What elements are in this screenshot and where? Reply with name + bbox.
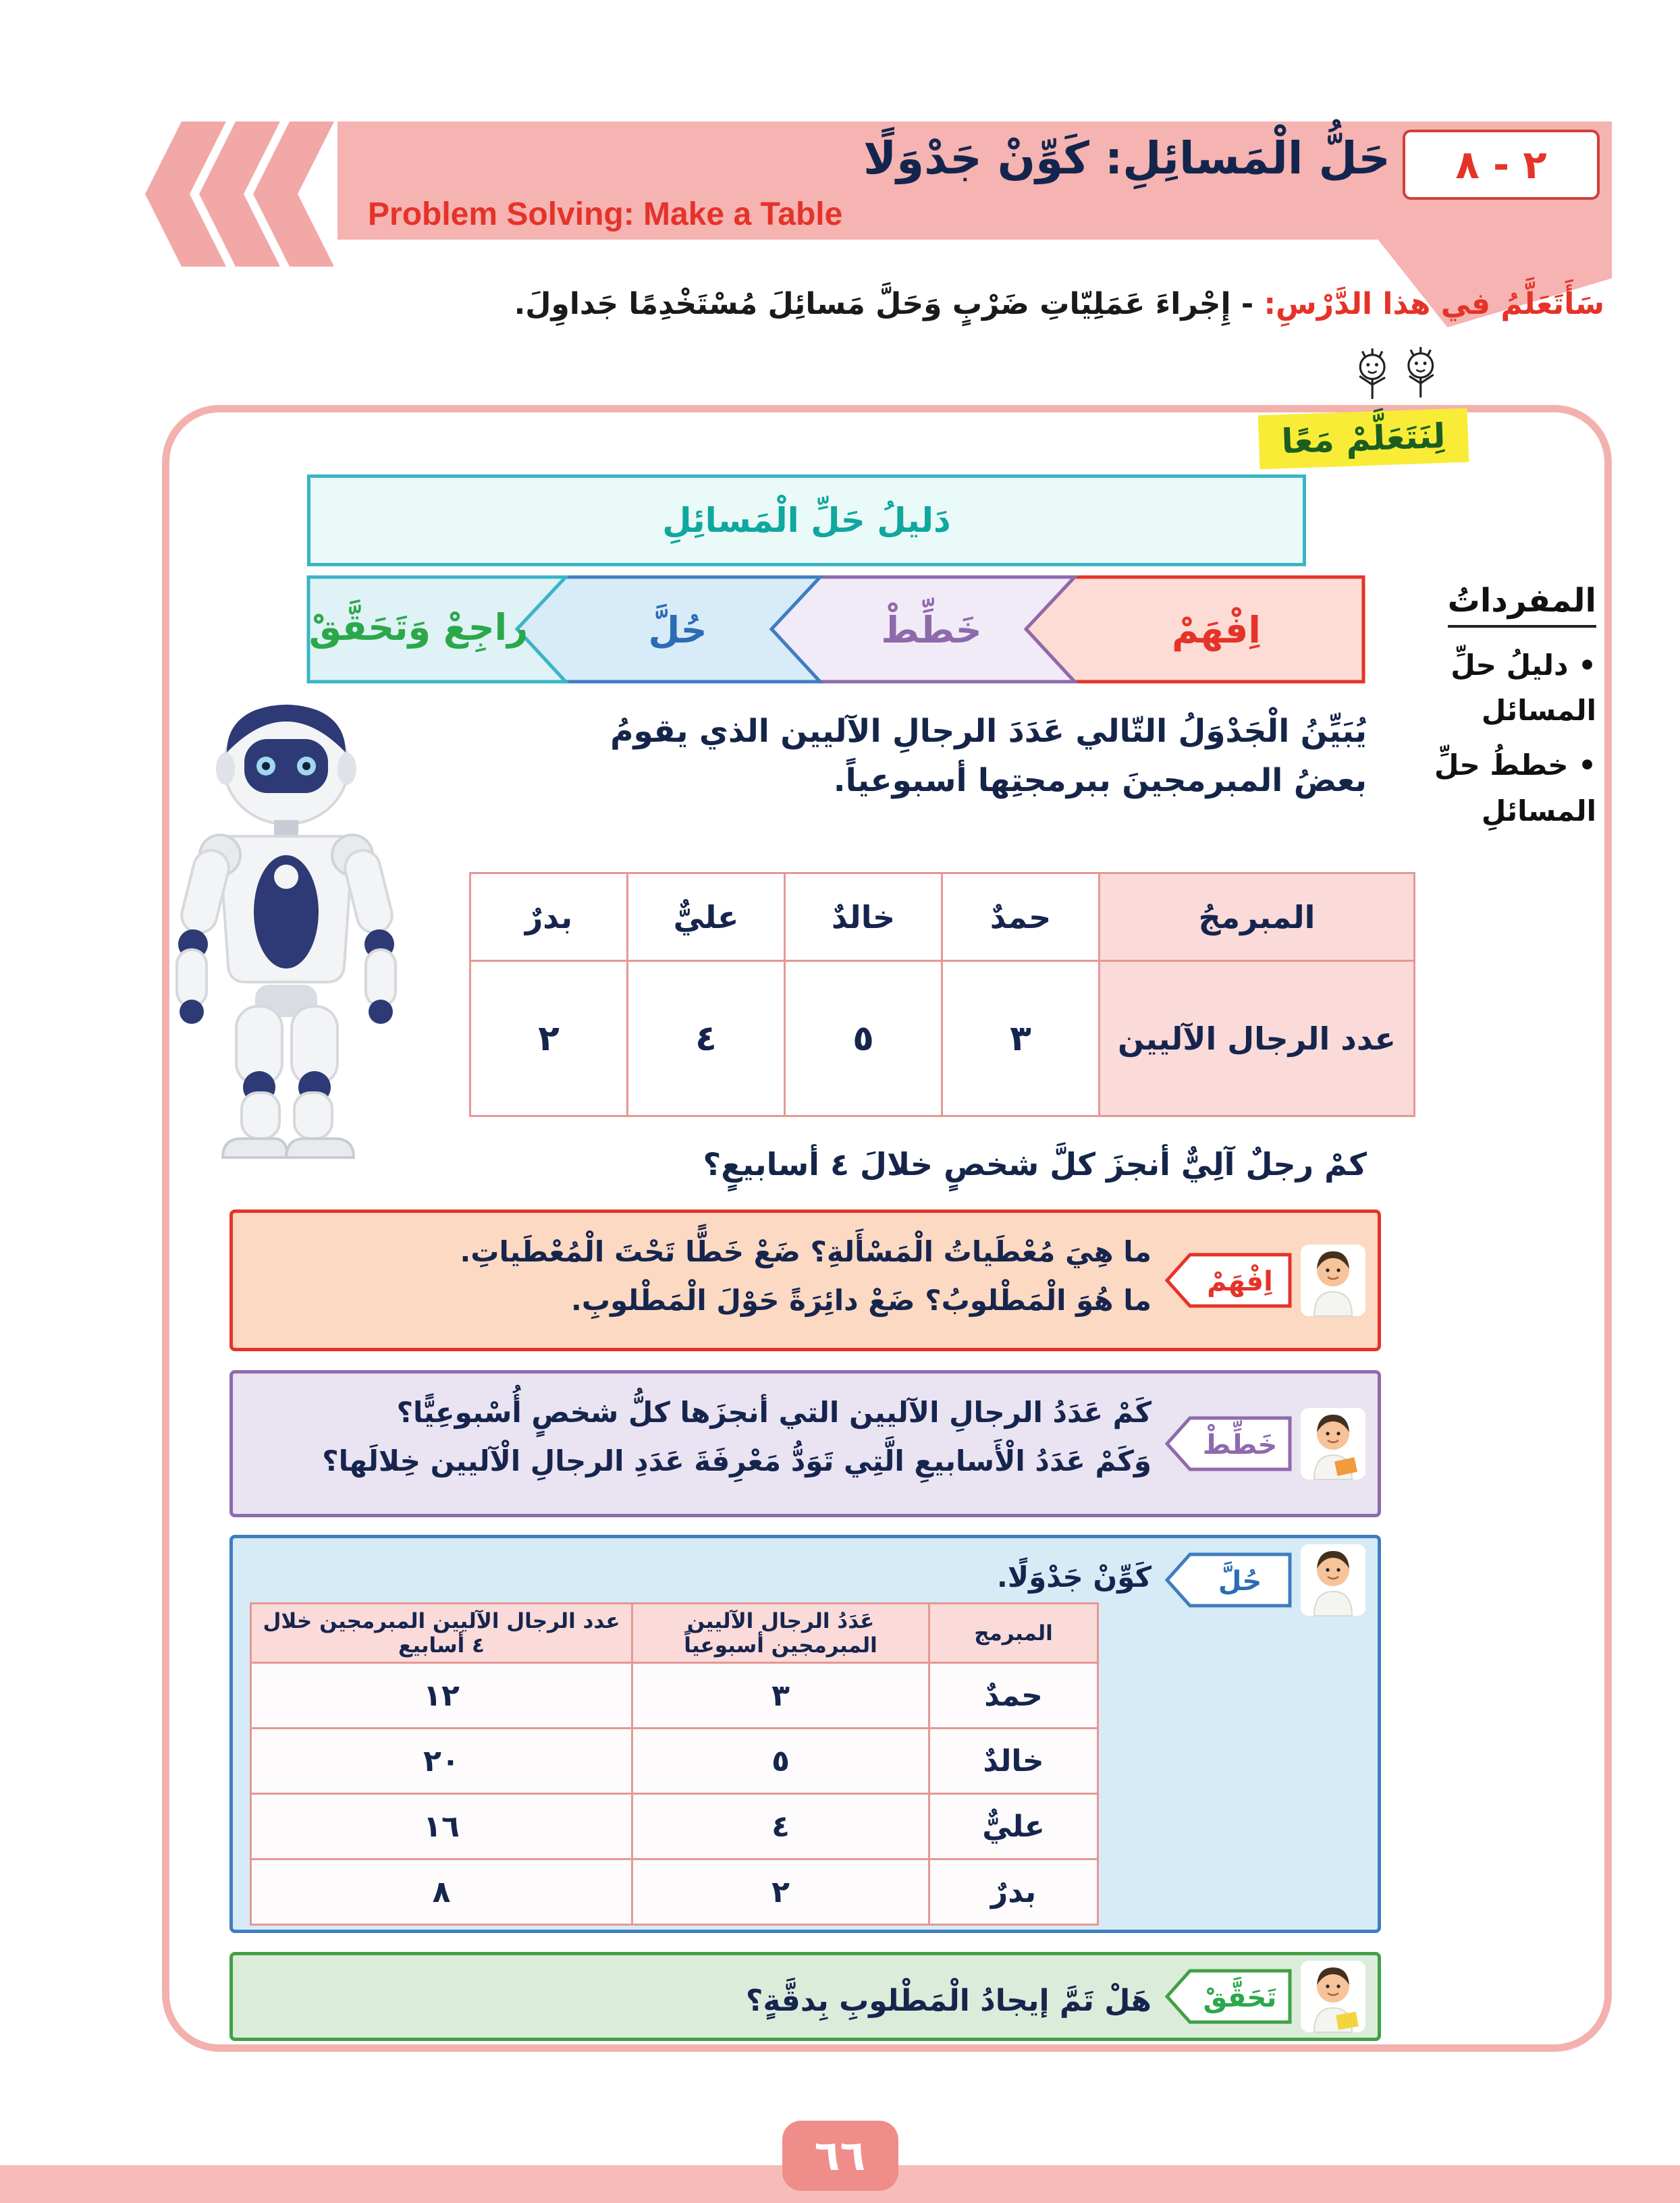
objective-text: - إِجْراءَ عَمَلِيّاتِ ضَرْبٍ وَحَلَّ مَسائِلَ مُسْتَخْدِمًا جَداوِلَ. [514, 287, 1254, 321]
table-cell: ٤ [628, 961, 785, 1116]
table-cell: ١٦ [251, 1794, 632, 1859]
student-with-paper-icon [1299, 1406, 1367, 1481]
guide-banner: دَليلُ حَلِّ الْمَسائِلِ [307, 474, 1306, 566]
table-cell: ٣ [632, 1663, 929, 1729]
table-row [251, 1859, 1098, 1925]
check-label-group [1164, 1959, 1367, 2034]
solve-intro: كَوِّنْ جَدْوَلًا. [996, 1560, 1151, 1594]
solution-table [250, 1602, 1099, 1926]
step-review-check: راجِعْ وَتَحَقَّقْ [308, 606, 529, 649]
learn-together-label: لِنَتَعَلَّمْ مَعًا [1258, 408, 1469, 470]
table-cell: ٤ [632, 1794, 929, 1859]
check-tag-label: تَحَقَّقْ [1203, 1982, 1277, 2013]
understand-tag [1164, 1251, 1293, 1309]
table-cell: ٥ [632, 1729, 929, 1794]
objective-label: سَأَتَعَلَّمُ في هذا الدَّرْسِ: [1264, 287, 1604, 321]
solution-steps-banner [305, 574, 1367, 685]
understand-section [229, 1209, 1381, 1351]
step-understand: اِفْهَمْ [1172, 609, 1261, 651]
student-thumbs-up-icon [1299, 1959, 1367, 2034]
vocabulary-item: • خططُ حلِّ المسائلِ [1407, 742, 1596, 833]
solve-tag-label: حُلَّ [1218, 1566, 1262, 1597]
table-cell: ٢٠ [251, 1729, 632, 1794]
solve-label-group [1164, 1542, 1367, 1618]
table-header-cell: المبرمجُ [1100, 873, 1415, 961]
lesson-title-arabic: حَلُّ الْمَسائِلِ: كَوِّنْ جَدْوَلًا [863, 132, 1390, 184]
lesson-number-box: ٢ - ٨ [1403, 130, 1600, 200]
table-row [251, 1794, 1098, 1859]
understand-line: ما هِيَ مُعْطَياتُ الْمَسْأَلةِ؟ ضَعْ خَطًّا تَحْتَ الْمُعْطَياتِ. [460, 1235, 1151, 1268]
table-row [251, 1663, 1098, 1729]
understand-line: ما هُوَ الْمَطْلوبُ؟ ضَعْ دائِرَةً حَوْلَ الْمَطْلوبِ. [570, 1284, 1151, 1317]
lesson-title-english: Problem Solving: Make a Table [368, 196, 843, 232]
table-cell: خالدٌ [929, 1729, 1098, 1794]
student-thinking-icon [1299, 1243, 1367, 1318]
robot-image [142, 699, 432, 1171]
solve-tag [1164, 1551, 1293, 1609]
table-cell: ٨ [251, 1859, 632, 1925]
vocabulary-sidebar [1407, 582, 1596, 843]
plan-line: كَمْ عَدَدُ الرجالِ الآليين التي أنجزَها كلُّ شخصٍ أُسْبوعِيًّا؟ [396, 1396, 1151, 1429]
table-cell: عليٌّ [929, 1794, 1098, 1859]
table-cell: ٢ [632, 1859, 929, 1925]
vocabulary-item: • دليلُ حلِّ المسائل [1407, 643, 1596, 733]
table-cell: ٥ [785, 961, 942, 1116]
table-header-cell: عدد الرجال الآليين [1100, 961, 1415, 1116]
problem-intro-text: يُبَيِّنُ الْجَدْوَلُ التّالي عَدَدَ الرجالِ الآليين الذي يقومُ بعضُ المبرمجينَ ببرمجتِها أسبوعياً. [610, 713, 1367, 799]
plan-label-group [1164, 1406, 1367, 1481]
table-row [251, 1729, 1098, 1794]
table-cell: بدرٌ [470, 873, 628, 961]
table-cell: حمدٌ [942, 873, 1100, 961]
student-icon [1299, 1542, 1367, 1618]
vocabulary-heading: المفرداتُ [1448, 582, 1596, 628]
plan-tag-label: خَطِّطْ [1202, 1430, 1278, 1461]
plan-tag [1164, 1415, 1293, 1473]
step-plan: خَطِّطْ [881, 609, 982, 651]
table-cell: حمدٌ [929, 1663, 1098, 1729]
check-text: هَلْ تَمَّ إيجادُ الْمَطْلوبِ بِدقَّةٍ؟ [745, 1984, 1151, 2018]
step-solve: حُلَّ [648, 609, 707, 651]
table-cell: ٣ [942, 961, 1100, 1116]
lesson-objective [514, 287, 1604, 321]
solve-section [229, 1535, 1381, 1933]
table-cell: عليٌّ [628, 873, 785, 961]
plan-line: وَكَمْ عَدَدُ الْأَسابيعِ الَّتِي تَوَدُّ مَعْرِفَةَ عَدَدِ الرجالِ الْآليين خِلالَها؟ [322, 1444, 1151, 1478]
kids-doodle-icon [1336, 346, 1458, 413]
check-tag [1164, 1967, 1293, 2025]
table-cell: ١٢ [251, 1663, 632, 1729]
understand-tag-label: اِفْهَمْ [1207, 1266, 1273, 1297]
table-cell: بدرٌ [929, 1859, 1098, 1925]
table-header-cell: المبرمج [929, 1604, 1098, 1663]
table-header-cell: عدد الرجال الآليين المبرمجين خلال ٤ أسابيع [251, 1604, 632, 1663]
table-cell: خالدٌ [785, 873, 942, 961]
table-cell: ٢ [470, 961, 628, 1116]
page-number-badge: ٦٦ [782, 2121, 898, 2191]
table-header-cell: عَدَدُ الرجال الآليين المبرمجين أسبوعياً [632, 1604, 929, 1663]
header-chevrons-decoration [145, 121, 348, 267]
plan-section [229, 1370, 1381, 1517]
understand-label-group [1164, 1243, 1367, 1318]
problem-question: كمْ رجلٌ آلِيٌّ أنجزَ كلَّ شخصٍ خلالَ ٤ أسابيعٍ؟ [703, 1146, 1367, 1182]
check-section [229, 1952, 1381, 2041]
weekly-robots-table [469, 872, 1415, 1117]
